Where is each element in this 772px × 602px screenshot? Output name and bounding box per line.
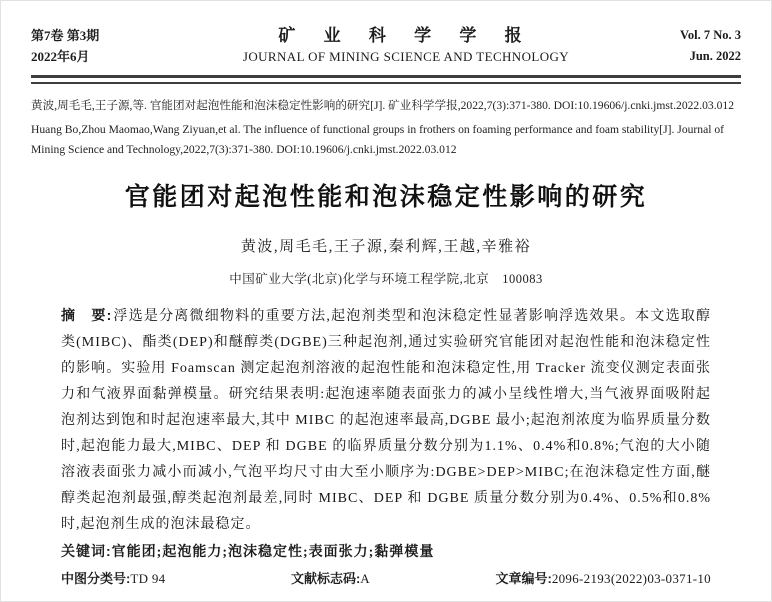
journal-masthead xyxy=(31,25,741,67)
citation-english: Huang Bo,Zhou Maomao,Wang Ziyuan,et al. The influence of functional groups in frothers on foaming performance and foam stability[J]. Journal of Mining Science and Technology,2022,7(3):371-380. DOI:10.19606/j.cnki.jmst.2022.03.012 xyxy=(31,122,724,156)
citation-chinese: 黄波,周毛毛,王子源,等. 官能团对起泡性能和泡沫稳定性影响的研究[J]. 矿业科学学报,2022,7(3):371-380. DOI:10.19606/j.cnki.jmst.2022.03.012 xyxy=(31,99,735,112)
issue-date-en: Jun. 2022 xyxy=(689,49,741,63)
classification-row xyxy=(61,568,711,590)
keywords-label: 关键词: xyxy=(61,542,112,559)
journal-name-cn: 矿 业 科 学 学 报 xyxy=(278,26,534,45)
journal-name-en: JOURNAL OF MINING SCIENCE AND TECHNOLOGY xyxy=(242,49,570,64)
issue-date-cn: 2022年6月 xyxy=(31,49,90,64)
keywords-section xyxy=(61,538,711,566)
article-no-value: 2096-2193(2022)03-0371-10 xyxy=(551,570,711,586)
volume-issue-cn: 第7卷 第3期 xyxy=(31,28,100,43)
article-title: 官能团对起泡性能和泡沫稳定性影响的研究 xyxy=(124,182,648,211)
masthead-divider-rule xyxy=(31,75,741,84)
author-affiliation: 中国矿业大学(北京)化学与环境工程学院,北京 100083 xyxy=(229,271,543,286)
clc-value: TD 94 xyxy=(130,570,166,586)
article-no-item xyxy=(495,568,711,590)
abstract-label: 摘 要: xyxy=(61,306,113,323)
masthead-left xyxy=(31,25,181,67)
abstract-section xyxy=(61,302,711,538)
clc-item xyxy=(61,568,165,590)
clc-label: 中图分类号: xyxy=(61,570,131,586)
masthead-center xyxy=(181,25,631,67)
author-list: 黄波,周毛毛,王子源,秦利辉,王越,辛雅裕 xyxy=(240,238,532,255)
doc-code-item xyxy=(291,568,370,590)
doc-code-label: 文献标志码: xyxy=(290,570,361,586)
abstract-text: 浮选是分离微细物料的重要方法,起泡剂类型和泡沫稳定性显著影响浮选效果。本文选取醇类(MIBC)、酯类(DEP)和醚醇类(DGBE)三种起泡剂,通过实验研究官能团对起泡性能和泡沫稳定性的影响。实验用 Foamscan 测定起泡剂溶液的起泡性能和泡沫稳定性,用 Tracker 流变仪测定表面张力和气液界面黏弹模量。研究结果表明:起泡速率随表面张力的减小呈线性增大,当气液界面吸附起泡剂达到饱和时起泡速率最大,其中 MIBC 的起泡速率最高,DGBE 最小;起泡剂浓度为临界质量分数时,起泡能力最大,MIBC、DEP 和 DGBE 的临界质量分数分别为1.1%、0.4%和0.8%;气泡的大小随溶液表面张力减小而减小,气泡平均尺寸由大至小顺序为:DGBE>DEP>MIBC;在泡沫稳定性方面,醚醇类起泡剂最强,醇类起泡剂最差,同时 MIBC、DEP 和 DGBE 质量分数分别为0.4%、0.5%和0.8%时,起泡剂生成的泡沫最稳定。 xyxy=(61,308,711,532)
volume-issue-en: Vol. 7 No. 3 xyxy=(679,28,741,42)
doc-code-value: A xyxy=(360,570,370,586)
citation-block xyxy=(31,96,741,161)
article-no-label: 文章编号: xyxy=(495,570,552,586)
keywords-text: 官能团;起泡能力;泡沫稳定性;表面张力;黏弹模量 xyxy=(111,544,435,560)
masthead-right xyxy=(631,25,741,67)
